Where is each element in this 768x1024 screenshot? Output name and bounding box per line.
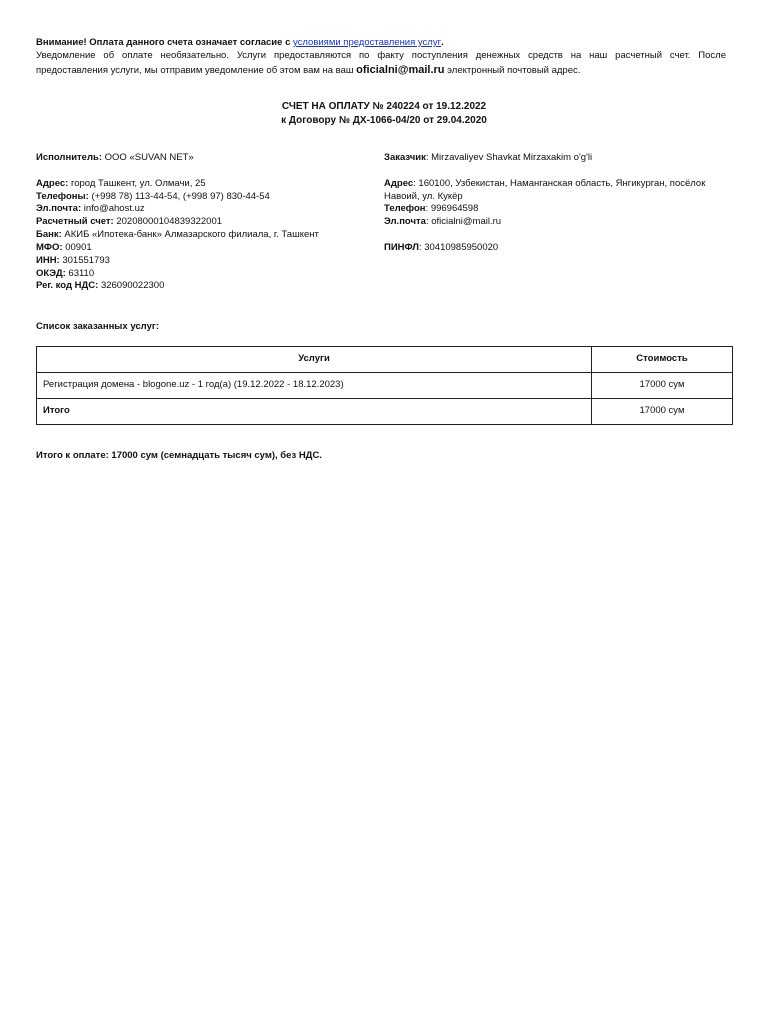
executor-name-value: ООО «SUVAN NET» — [102, 152, 194, 163]
notice-text: Уведомление об оплате необязательно. Услуги предоставляются по факту поступления денежных средств на наш расчетный счет. После — [36, 49, 726, 61]
customer-pinfl — [384, 242, 729, 255]
executor-vat-label: Рег. код НДС: — [36, 280, 99, 292]
executor-phones-label: Телефоны: — [36, 190, 89, 202]
executor-bank-label: Банк: — [36, 229, 62, 241]
executor-oked-label: ОКЭД: — [36, 267, 66, 279]
column-header-price: Стоимость — [592, 347, 733, 373]
total-label: Итого — [37, 399, 592, 425]
customer-name-label: Заказчик — [384, 152, 426, 163]
executor-phones — [36, 191, 376, 204]
customer-phone-label: Телефон — [384, 203, 426, 215]
executor-email — [36, 203, 376, 216]
customer-address-label: Адрес — [384, 177, 414, 189]
executor-email-label: Эл.почта: — [36, 203, 82, 215]
amount-due: Итого к оплате: 17000 сум (семнадцать тысяч сум), без НДС. — [36, 450, 322, 461]
customer-phone — [384, 203, 729, 216]
notice-warning-end: . — [441, 37, 444, 48]
services-heading: Список заказанных услуг: — [36, 321, 159, 332]
customer-address-value: : 160100, Узбекистан, Наманганская область, Янгикурган, посёлок Навоий, ул. Кукёр — [384, 177, 706, 202]
notice-warning — [36, 37, 726, 50]
executor-bank — [36, 229, 376, 242]
invoice-title — [0, 100, 768, 128]
executor-inn-label: ИНН: — [36, 254, 60, 266]
executor-email-value: info@ahost.uz — [81, 203, 145, 215]
executor-mfo — [36, 242, 376, 255]
service-description: Регистрация домена - blogone.uz - 1 год(а) (19.12.2022 - 18.12.2023) — [37, 373, 592, 399]
customer-pinfl-label: ПИНФЛ — [384, 242, 419, 254]
executor-vat-value: 326090022300 — [98, 280, 165, 292]
executor-oked-value: 63110 — [65, 267, 95, 279]
customer-name — [384, 152, 729, 165]
customer-name-value: : Mirzavaliyev Shavkat Mirzaxakim o'g'li — [425, 152, 593, 163]
customer-email-label: Эл.почта — [384, 216, 426, 228]
executor-phones-value: (+998 78) 113-44-54, (+998 97) 830-44-54 — [88, 190, 270, 202]
executor-account-label: Расчетный счет: — [36, 216, 114, 228]
executor-account — [36, 216, 376, 229]
customer-details — [384, 152, 729, 255]
contract-reference: к Договору № ДХ-1066-04/20 от 29.04.2020 — [281, 115, 487, 126]
total-row — [37, 399, 733, 425]
executor-account-value: 20208000104839322001 — [113, 216, 223, 228]
service-price: 17000 сум — [592, 373, 733, 399]
executor-address — [36, 178, 376, 191]
table-row — [37, 373, 733, 399]
notice-text-continued — [36, 63, 726, 78]
customer-pinfl-value: : 30410985950020 — [418, 242, 499, 254]
total-value: 17000 сум — [592, 399, 733, 425]
customer-phone-value: : 996964598 — [425, 203, 479, 215]
executor-mfo-value: 00901 — [62, 241, 92, 253]
customer-email — [384, 216, 729, 229]
column-header-services: Услуги — [37, 347, 592, 373]
executor-inn-value: 301551793 — [59, 254, 110, 266]
invoice-number: СЧЕТ НА ОПЛАТУ № 240224 от 19.12.2022 — [281, 101, 487, 112]
executor-mfo-label: МФО: — [36, 241, 63, 253]
executor-name-label: Исполнитель: — [36, 152, 103, 163]
table-header-row — [37, 347, 733, 373]
executor-address-label: Адрес: — [36, 177, 69, 189]
notice-text-continued-suffix: электронный почтовый адрес. — [444, 64, 581, 76]
executor-bank-value: АКИБ «Ипотека-банк» Алмазарского филиала, г. Ташкент — [61, 229, 319, 241]
services-table — [36, 346, 733, 425]
terms-link[interactable]: условиями предоставления услуг — [293, 37, 442, 48]
notice-email: oficialni@mail.ru — [356, 63, 445, 76]
executor-address-value: город Ташкент, ул. Олмачи, 25 — [68, 177, 206, 189]
notice-text-continued-prefix: предоставления услуги, мы отправим уведомление об этом вам на ваш — [36, 64, 357, 76]
customer-email-value: : oficialni@mail.ru — [425, 216, 502, 228]
executor-inn — [36, 255, 376, 268]
payment-notice — [36, 37, 726, 77]
customer-address — [384, 178, 729, 204]
executor-name — [36, 152, 376, 165]
notice-warning-text: Внимание! Оплата данного счета означает согласие с — [36, 37, 293, 48]
executor-vat-code — [36, 280, 376, 293]
executor-oked — [36, 268, 376, 281]
executor-details — [36, 152, 376, 293]
